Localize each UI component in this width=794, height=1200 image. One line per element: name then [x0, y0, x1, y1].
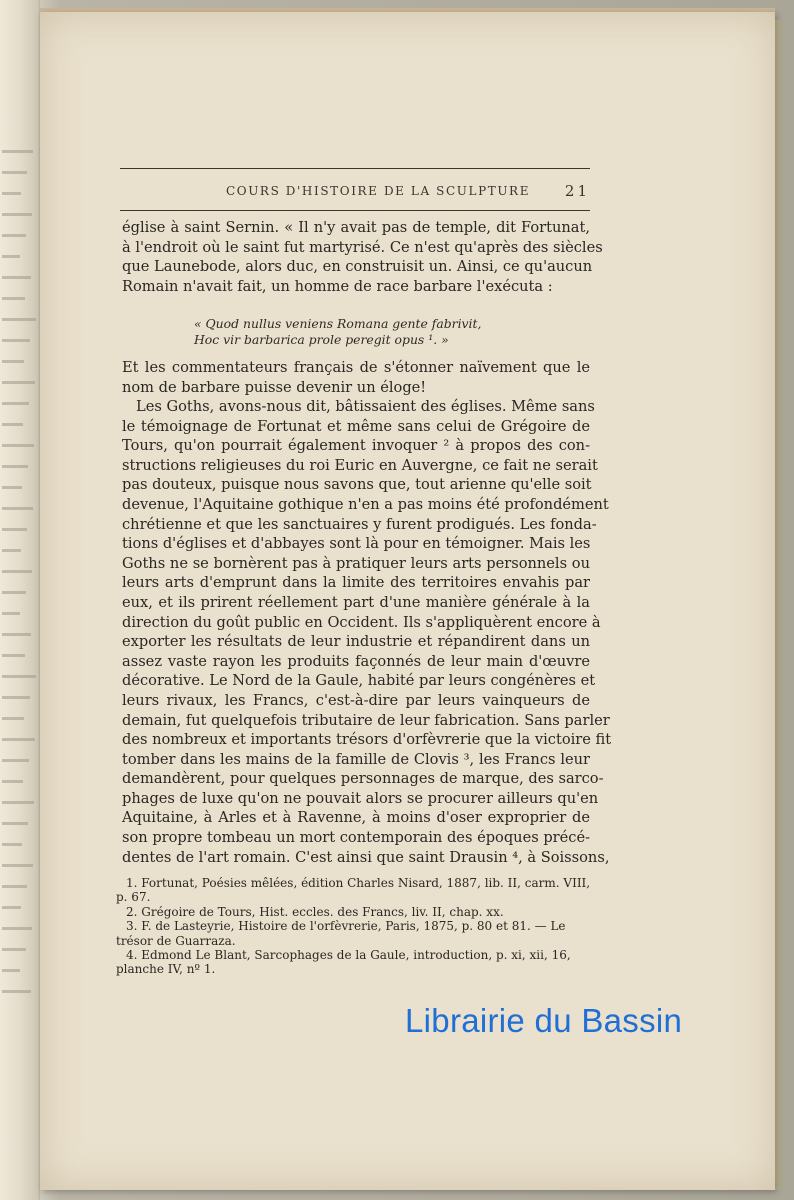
text-line: pas douteux, puisque nous savons que, tout arienne qu'elle soit: [122, 476, 592, 494]
footnote-line: 2. Grégoire de Tours, Hist. eccles. des Francs, liv. II, chap. xx.: [126, 904, 504, 919]
facing-page-ghost-line: [2, 423, 23, 426]
facing-page-ghost-line: [2, 360, 24, 363]
facing-page-ghost-line: [2, 234, 26, 237]
facing-page-ghost-line: [2, 801, 34, 804]
text-line: tions d'églises et d'abbayes sont là pour en témoigner. Mais les: [122, 535, 591, 553]
facing-page-ghost-line: [2, 675, 36, 678]
facing-page-ghost-line: [2, 612, 20, 615]
text-line: leurs rivaux, les Francs, c'est-à-dire par leurs vainqueurs de: [122, 691, 590, 709]
text-line: son propre tombeau un mort contemporain des époques précé-: [122, 829, 591, 847]
quote-line: « Quod nullus veniens Romana gente fabrivit,: [194, 316, 482, 331]
facing-page-ghost-line: [2, 276, 31, 279]
facing-page-ghost-line: [2, 444, 34, 447]
text-line: Aquitaine, à Arles et à Ravenne, à moins d'oser exproprier de: [122, 809, 590, 827]
facing-page-ghost-line: [2, 486, 22, 489]
text-line: décorative. Le Nord de la Gaule, habité par leurs congénères et: [122, 672, 596, 690]
paragraph-2: [122, 358, 590, 397]
facing-page-ghost-line: [2, 948, 26, 951]
text-line: Les Goths, avons-nous dit, bâtissaient des églises. Même sans: [136, 398, 595, 415]
text-line: des nombreux et importants trésors d'orfèvrerie que la victoire fit: [122, 731, 612, 749]
text-line: que Launebode, alors duc, en construisit un. Ainsi, ce qu'aucun: [122, 258, 593, 276]
facing-page-ghost-line: [2, 549, 21, 552]
paragraph-3: [122, 397, 612, 867]
text-line: demandèrent, pour quelques personnages de marque, des sarco-: [122, 770, 604, 788]
facing-page-ghost-line: [2, 738, 35, 741]
facing-page-ghost-line: [2, 381, 35, 384]
facing-page-ghost-line: [2, 318, 36, 321]
facing-page-ghost-line: [2, 213, 32, 216]
footnote-line: 3. F. de Lasteyrie, Histoire de l'orfèvrerie, Paris, 1875, p. 80 et 81. — Le: [126, 919, 566, 934]
text-line: tomber dans les mains de la famille de Clovis ³, les Francs leur: [122, 750, 590, 768]
text-line: le témoignage de Fortunat et même sans celui de Grégoire de: [122, 417, 590, 435]
header-rule-top: [120, 168, 590, 169]
facing-page-ghost-line: [2, 591, 26, 594]
facing-page-ghost-line: [2, 696, 30, 699]
text-line: structions religieuses du roi Euric en Auvergne, ce fait ne serait: [122, 456, 598, 474]
facing-page-ghost-line: [2, 885, 27, 888]
text-line: à l'endroit où le saint fut martyrisé. Ce n'est qu'après des siècles: [122, 238, 603, 256]
text-line: demain, fut quelquefois tributaire de leur fabrication. Sans parler: [122, 711, 610, 729]
paragraph-1: [122, 218, 603, 296]
text-line: assez vaste rayon les produits façonnés de leur main d'œuvre: [122, 652, 590, 670]
text-line: direction du goût public en Occident. Ils s'appliquèrent encore à: [122, 613, 601, 631]
text-line: eux, et ils prirent réellement part d'une manière générale à la: [122, 593, 590, 611]
text-line: exporter les résultats de leur industrie et répandirent dans un: [122, 633, 590, 651]
facing-page-ghost-line: [2, 171, 27, 174]
facing-page-ghost-line: [2, 297, 25, 300]
page-number: 21: [564, 182, 590, 200]
facing-page-ghost-line: [2, 759, 29, 762]
text-line: Goths ne se bornèrent pas à pratiquer leurs arts personnels ou: [122, 554, 590, 572]
text-line: nom de barbare puisse devenir un éloge!: [122, 378, 427, 396]
facing-page-ghost-line: [2, 528, 27, 531]
running-head-title: COURS D'HISTOIRE DE LA SCULPTURE: [226, 184, 531, 198]
facing-page-ghost-line: [2, 150, 33, 153]
facing-page-ghost-line: [2, 339, 30, 342]
footnote-line: planche IV, nº 1.: [116, 962, 216, 977]
facing-page-ghost-line: [2, 969, 20, 972]
footnote-line: p. 67.: [116, 890, 151, 905]
facing-page-ghost-line: [2, 570, 32, 573]
watermark-text: Librairie du Bassin: [405, 1002, 683, 1039]
footnote-line: trésor de Guarrazа.: [116, 933, 236, 948]
text-line: devenue, l'Aquitaine gothique n'en a pas moins été profondément: [122, 495, 609, 513]
text-line: Tours, qu'on pourrait également invoquer ² à propos des con-: [122, 437, 590, 455]
text-line: dentes de l'art romain. C'est ainsi que saint Drausin ⁴, à Soissons,: [122, 848, 610, 866]
footnote-line: 1. Fortunat, Poésies mêlées, édition Charles Nisard, 1887, lib. II, carm. VIII,: [126, 876, 591, 890]
facing-page-ghost-line: [2, 465, 28, 468]
facing-page-ghost-line: [2, 633, 31, 636]
facing-page-ghost-line: [2, 927, 32, 930]
facing-page-ghost-line: [2, 255, 20, 258]
facing-page-ghost-line: [2, 654, 25, 657]
facing-page-ghost-line: [2, 192, 21, 195]
facing-page-ghost-line: [2, 780, 23, 783]
text-line: église à saint Sernin. « Il n'y avait pas de temple, dit Fortunat,: [122, 219, 590, 236]
text-line: leurs arts d'emprunt dans la limite des territoires envahis par: [122, 574, 590, 592]
facing-page-ghost-line: [2, 822, 28, 825]
text-line: chrétienne et que les sanctuaires y furent prodigués. Les fonda-: [122, 515, 597, 533]
text-line: Romain n'avait fait, un homme de race barbare l'exécuta :: [122, 277, 553, 295]
text-line: phages de luxe qu'on ne pouvait alors se procurer ailleurs qu'en: [122, 789, 599, 807]
facing-page-ghost-line: [2, 507, 33, 510]
latin-quote: [194, 316, 494, 348]
footnote-line: 4. Edmond Le Blant, Sarcophages de la Gaule, introduction, p. xi, xii, 16,: [126, 948, 571, 963]
header-rule-bottom: [120, 210, 590, 211]
facing-page-ghost-line: [2, 402, 29, 405]
facing-page-ghost-line: [2, 906, 21, 909]
facing-page-ghost-line: [2, 990, 31, 993]
facing-page-ghost-line: [2, 843, 22, 846]
footnotes: [116, 876, 591, 977]
facing-page-edge: [0, 0, 40, 1200]
facing-page-ghost-line: [2, 717, 24, 720]
facing-page-ghost-line: [2, 864, 33, 867]
quote-line: Hoc vir barbarica prole peregit opus ¹. »: [194, 332, 449, 347]
text-line: Et les commentateurs français de s'étonner naïvement que le: [122, 359, 590, 376]
